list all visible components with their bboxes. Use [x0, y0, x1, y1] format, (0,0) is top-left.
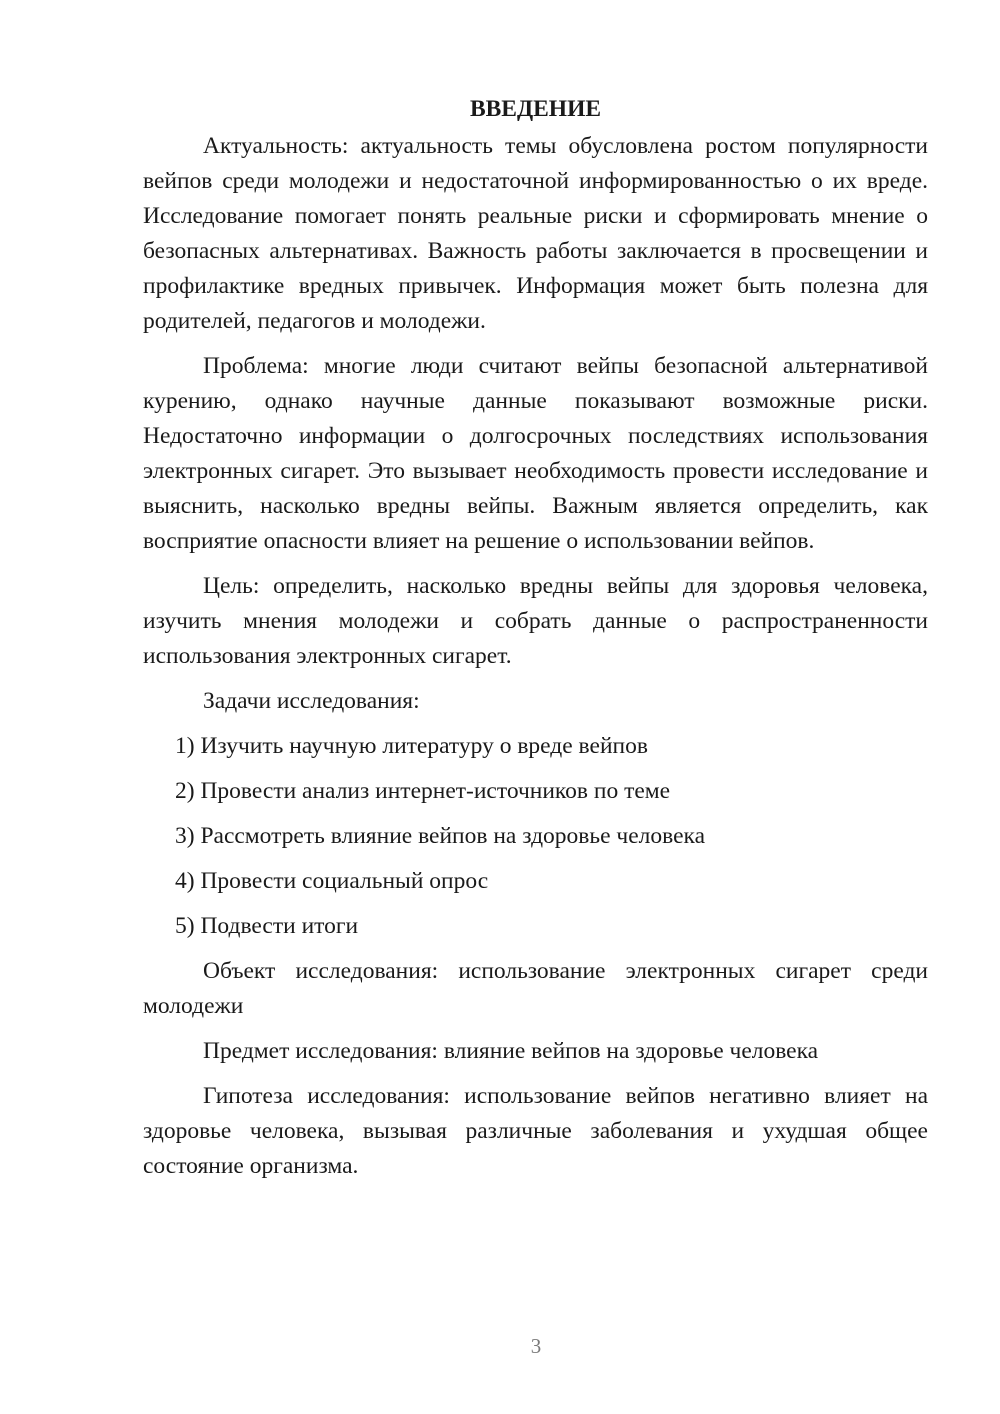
hypothesis-paragraph: Гипотеза исследования: использование вейпов негативно влияет на здоровье человека, вызывая различные заболевания и ухудшая общее состояние организма.	[143, 1083, 928, 1179]
task-item-2: 2) Провести анализ интернет-источников по теме	[175, 778, 671, 804]
task-item-5: 5) Подвести итоги	[175, 913, 359, 939]
section-title: ВВЕДЕНИЕ	[469, 96, 602, 122]
relevance-paragraph: Актуальность: актуальность темы обусловлена ростом популярности вейпов среди молодежи и недостаточной информированностью о их вреде. Исследование помогает понять реальные риски и сформировать мнение о безопасных альтернативах. Важность работы заключается в просвещении и профилактике вредных привычек. Информация может быть полезна для родителей, педагогов и молодежи.	[143, 133, 928, 334]
page-content	[143, 92, 928, 1194]
problem-paragraph: Проблема: многие люди считают вейпы безопасной альтернативой курению, однако научные данные показывают возможные риски. Недостаточно информации о долгосрочных последствиях использования электронных сигарет. Это вызывает необходимость провести исследование и выяснить, насколько вредны вейпы. Важным является определить, как восприятие опасности влияет на решение о использовании вейпов.	[143, 353, 928, 554]
tasks-list	[143, 729, 928, 944]
task-item-3: 3) Рассмотреть влияние вейпов на здоровье человека	[175, 823, 706, 849]
subject-paragraph: Предмет исследования: влияние вейпов на здоровье человека	[203, 1038, 819, 1064]
goal-paragraph: Цель: определить, насколько вредны вейпы для здоровья человека, изучить мнения молодежи и собрать данные о распространенности использования электронных сигарет.	[143, 573, 928, 669]
tasks-heading: Задачи исследования:	[203, 688, 420, 714]
task-item-1: 1) Изучить научную литературу о вреде вейпов	[175, 733, 648, 759]
task-item-4: 4) Провести социальный опрос	[175, 868, 489, 894]
object-paragraph: Объект исследования: использование электронных сигарет среди молодежи	[143, 958, 928, 1019]
page-number: 3	[530, 1334, 542, 1358]
